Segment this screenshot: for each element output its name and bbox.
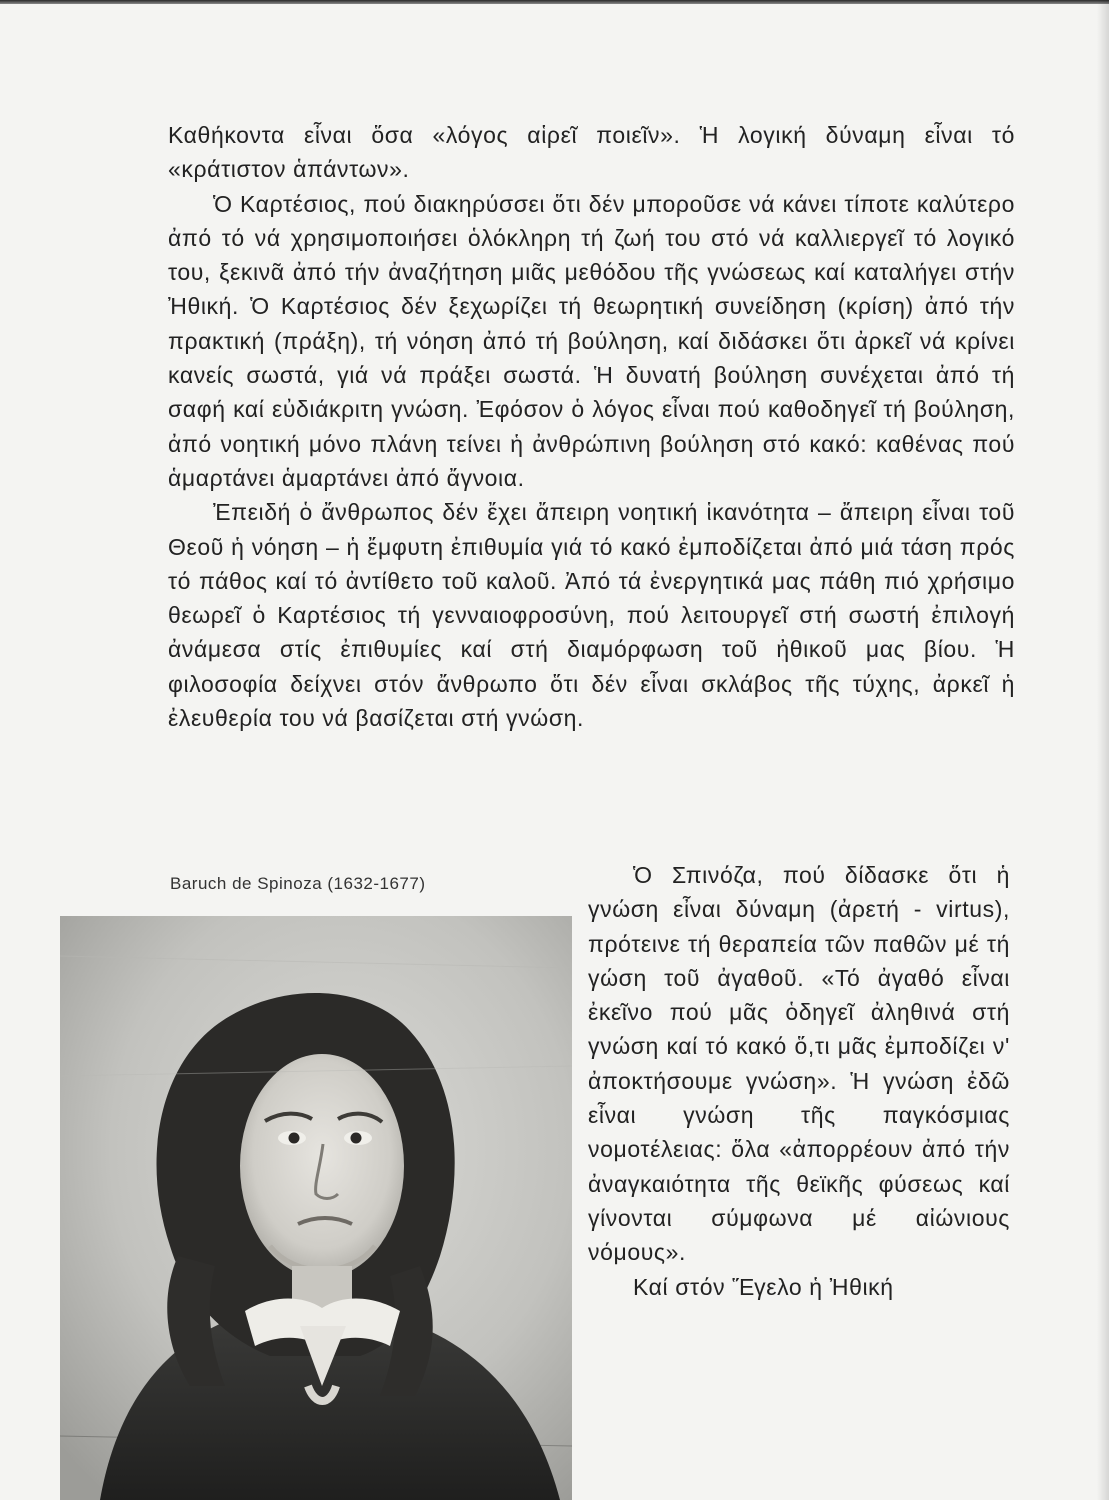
spinoza-portrait	[60, 916, 572, 1500]
page-right-shadow	[1097, 0, 1109, 1500]
paragraph-descartes: Ὁ Καρτέσιος, πού διακηρύσσει ὅτι δέν μποροῦσε νά κάνει τίποτε καλύτερο ἀπό τό νά χρησιμοποιήσει ὁλόκληρη τή ζωή του στό νά καλλιεργεῖ τό λογικό του, ξεκινᾶ ἀπό τήν ἀναζήτηση μιᾶς μεθόδου τῆς γνώσεως καί καταλήγει στήν Ἠθική. Ὁ Καρτέσιος δέν ξεχωρίζει τή θεωρητική συνείδηση (κρίση) ἀπό τήν πρακτική (πράξη), τή νόηση ἀπό τή βούληση, καί διδάσκει ὅτι ἀρκεῖ νά κρίνει κανείς σωστά, γιά νά πράξει σωστά. Ἡ δυνατή βούληση συνέχεται ἀπό τή σαφή καί εὐδιάκριτη γνώση. Ἐφόσον ὁ λόγος εἶναι πού καθοδηγεῖ τή βούληση, ἀπό νοητική μόνο πλάνη τείνει ἡ ἀνθρώπινη βούληση στό κακό: καθένας πού ἁμαρτάνει ἁμαρτάνει ἀπό ἄγνοια.	[168, 190, 1015, 491]
paragraph-duties: Καθήκοντα εἶναι ὅσα «λόγος αἱρεῖ ποιεῖν». Ἡ λογική δύναμη εἶναι τό «κράτιστον ἁπάντων».	[168, 122, 1015, 183]
figure-caption: Baruch de Spinoza (1632-1677)	[170, 874, 426, 893]
paragraph-descartes-passions: Ἐπειδή ὁ ἄνθρωπος δέν ἔχει ἄπειρη νοητική ἱκανότητα – ἄπειρη εἶναι τοῦ Θεοῦ ἡ νόηση – ἡ ἔμφυτη ἐπιθυμία γιά τό κακό ἐμποδίζεται ἀπό μιά τάση πρός τό πάθος καί τό ἀντίθετο τοῦ καλοῦ. Ἀπό τά ἐνεργητικά μας πάθη πιό χρήσιμο θεωρεῖ ὁ Καρτέσιος τή γενναιοφροσύνη, πού λειτουργεῖ στή σωστή ἐπιλογή ἀνάμεσα στίς ἐπιθυμίες καί στή διαμόρφωση τοῦ ἠθικοῦ μας βίου. Ἡ φιλοσοφία δείχνει στόν ἄνθρωπο ὅτι δέν εἶναι σκλάβος τῆς τύχης, ἀρκεῖ ἡ ἐλευθερία του νά βασίζεται στή γνώση.	[168, 499, 1015, 732]
paragraph-hegel-start: Καί στόν Ἕγελο ἡ Ἠθική	[633, 1273, 894, 1300]
side-text-block	[588, 858, 1010, 1304]
paragraph-spinoza: Ὁ Σπινόζα, πού δίδασκε ὅτι ἡ γνώση εἶναι δύναμη (ἀρετή - virtus), πρότεινε τή θεραπεία τῶν παθῶν μέ τή γώση τοῦ ἀγαθοῦ. «Τό ἀγαθό εἶναι ἐκεῖνο πού μᾶς ὁδηγεῖ ἀληθινά στή γνώση καί τό κακό ὅ,τι μᾶς ἐμποδίζει ν' ἀποκτήσουμε γνώση». Ἡ γνώση ἐδῶ εἶναι γνώση τῆς παγκόσμιας νομοτέλειας: ὅλα «ἀπορρέουν ἀπό τήν ἀναγκαιότητα τῆς θεϊκῆς φύσεως καί γίνονται σύμφωνα μέ αἰώνιους νόμους».	[588, 862, 1010, 1266]
main-text-block	[168, 118, 1015, 735]
page-top-edge	[0, 0, 1109, 4]
